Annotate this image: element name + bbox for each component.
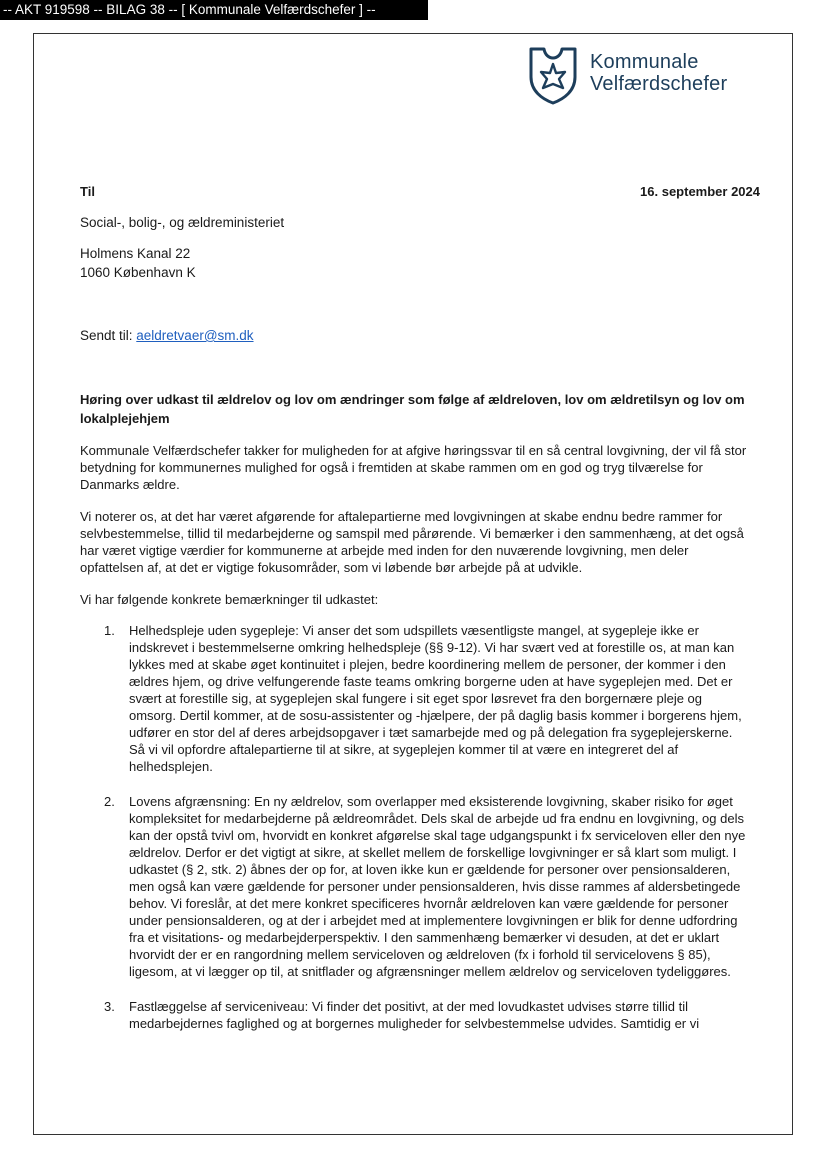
sent-to-label: Sendt til: [80,328,137,343]
list-item-number: 3. [104,999,115,1014]
logo-wordmark [590,51,727,95]
email-link[interactable]: aeldretvaer@sm.dk [136,328,254,343]
recipient-name: Social-, bolig-, og ældreministeriet [80,215,285,230]
document-stamp: -- AKT 919598 -- BILAG 38 -- [ Kommunale Velfærdschefer ] -- [0,0,428,20]
list-item-number: 1. [104,623,115,638]
list-item [80,793,766,980]
letter-date: 16. september 2024 [640,184,760,199]
to-label: Til [80,184,95,199]
list-item-text: Helhedspleje uden sygepleje: Vi anser det som udspillets væsentligste mangel, at sygepleje ikke er indskrevet i bestemmelserne omkring helhedspleje (§§ 9-12). Vi har svært ved at forestille os, at man kan lykkes med at skabe øget kontinuitet i plejen, bedre koordinering mellem de personer, der kommer i den ældres hjem, og drive velfungerende faste teams omkring borgerne uden at have sygeplejen med. Det er svært at forestille sig, at sygeplejen skal fungere i sit eget spor løsrevet fra den borgernære pleje og omsorg. Dertil kommer, at de sosu-assistenter og -hjælpere, der på daglig basis kommer i borgerens hjem, udfører en stor del af deres arbejdsopgaver i tæt samarbejde med og på delegation fra sygeplejerskerne. Så vi vil opfordre aftalepartierne til at sikre, at sygeplejen kommer til at være en integreret del af helhedsplejen. [129,623,742,774]
list-item [80,622,766,775]
address-city: 1060 København K [80,265,196,280]
logo-line2: Velfærdschefer [590,73,728,95]
logo-line1: Kommunale [590,51,699,73]
letter-page [33,33,793,1135]
list-item [80,998,766,1032]
address-street: Holmens Kanal 22 [80,246,191,261]
list-item-number: 2. [104,794,115,809]
sent-to-line [80,327,254,344]
remarks-list [80,622,766,1050]
list-item-text: Lovens afgrænsning: En ny ældrelov, som overlapper med eksisterende lovgivning, skaber risiko for øget kompleksitet for medarbejderne på ældreområdet. Dels skal de arbejde ud fra endnu en lovgivning, og dels kan der opstå tvivl om, hvorvidt en konkret afgørelse skal tage udgangspunkt i fx serviceloven eller den nye ældrelov. Derfor er det vigtigt at sikre, at skellet mellem de forskellige lovgivninger er så klart som muligt. I udkastet (§ 2, stk. 2) åbnes der op for, at loven ikke kun er gældende for personer over pensionsalderen, men også kan være gældende for personer under pensionsalderen, hvis disse rammes af aldersbetingede behov. Vi foreslår, at det mere konkret specificeres hvornår ældreloven kan være gældende for personer under pensionsalderen, og at der i arbejdet med at implementere lovgivningen er blik for denne udfordring fra et visitations- og medarbejderperspektiv. I den sammenhæng bemærker vi desuden, at det er uklart hvorvidt der er en rangordning mellem serviceloven og ældreloven (fx i forhold til servicelovens § 85), ligesom, at vi lægger op til, at snitflader og afgrænsninger mellem ældrelov og serviceloven tydeliggøres. [129,794,746,979]
letter-subject: Høring over udkast til ældrelov og lov om ændringer som følge af ældreloven, lov om ældretilsyn og lov om lokalplejehjem [80,392,745,426]
paragraph-remarks-lead: Vi har følgende konkrete bemærkninger til udkastet: [80,592,379,607]
paragraph-intro: Kommunale Velfærdschefer takker for muligheden for at afgive høringssvar til en så central lovgivning, der vil få stor betydning for kommunernes mulighed for også i fremtiden at skabe rammen om en god og tryg tilværelse for Danmarks ældre. [80,443,747,492]
paragraph-notes: Vi noterer os, at det har været afgørende for aftalepartierne med lovgivningen at skabe endnu bedre rammer for selvbestemmelse, tillid til medarbejderne og samspil med pårørende. Vi bemærker i den sammenhæng, at det også har været vigtige værdier for kommunerne at arbejde med inden for den nuværende lovgivning, men deler opfattelsen af, at det er vigtige fokusområder, som vi løbende bør arbejde på at udvikle. [80,509,744,575]
organization-logo [528,47,760,107]
list-item-text: Fastlæggelse af serviceniveau: Vi finder det positivt, at der med lovudkastet udvises større tillid til medarbejdernes faglighed og at borgernes muligheder for selvbestemmelse udvides. Samtidig er vi [129,999,700,1031]
shield-star-icon [528,47,578,105]
